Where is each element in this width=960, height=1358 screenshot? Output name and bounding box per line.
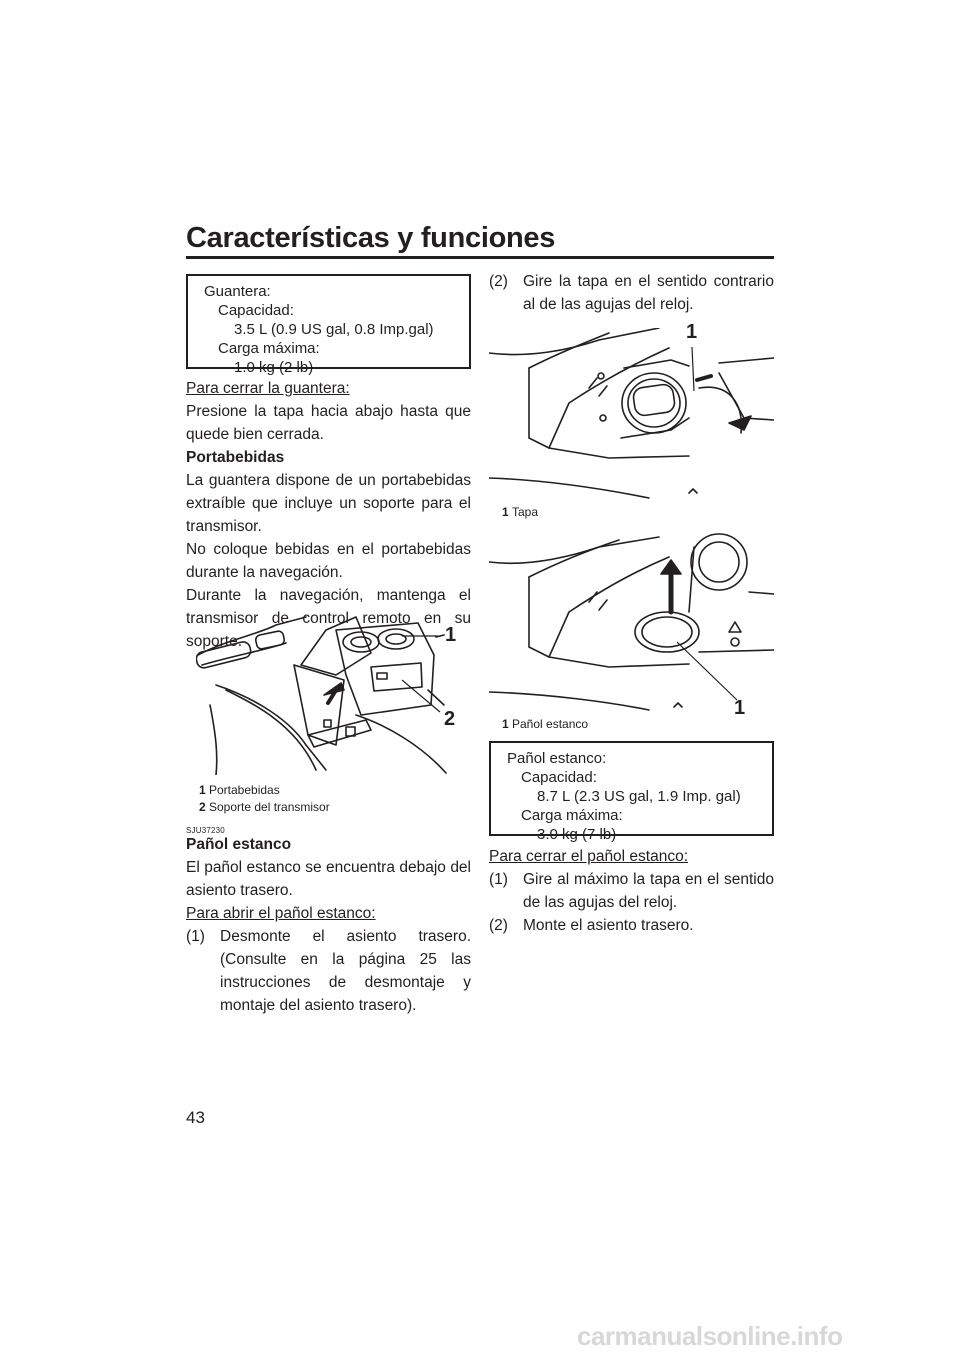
storage-intro: El pañol estanco se encuentra debajo del asiento trasero. bbox=[186, 859, 471, 899]
figure1-caption-1: 1 Portabebidas bbox=[199, 783, 280, 797]
section-code: SJU37230 bbox=[186, 826, 225, 835]
figure2-leader-line bbox=[680, 345, 710, 395]
figure1-callout-1: 1 bbox=[445, 624, 457, 646]
open-storage-heading: Para abrir el pañol estanco: bbox=[186, 905, 376, 922]
figure3-callout: 1 bbox=[734, 697, 746, 719]
open-step-1: (1) Desmonte el asiento trasero. (Consulte en la página 25 las instrucciones de desmontaje y montaje del asiento trasero). bbox=[186, 928, 471, 1014]
figure2-callout: 1 bbox=[686, 321, 698, 343]
glovebox-spec-title: Guantera: bbox=[204, 283, 271, 300]
storage-section bbox=[186, 833, 471, 1017]
storage-max-load-label: Carga máxima: bbox=[521, 807, 623, 824]
figure1-callout-2: 2 bbox=[444, 708, 456, 730]
glovebox-spec-box bbox=[186, 274, 471, 376]
open-step-2-block bbox=[489, 270, 774, 316]
storage-capacity-value: 8.7 L (2.3 US gal, 1.9 Imp. gal) bbox=[537, 788, 741, 805]
glovebox-capacity-label: Capacidad: bbox=[218, 302, 294, 319]
storage-heading: Pañol estanco bbox=[186, 836, 292, 853]
cupholder-heading: Portabebidas bbox=[186, 449, 285, 466]
page-title: Características y funciones bbox=[186, 222, 556, 254]
glovebox-capacity-value: 3.5 L (0.9 US gal, 0.8 Imp.gal) bbox=[234, 321, 434, 338]
glovebox-max-load-label: Carga máxima: bbox=[218, 340, 320, 357]
storage-spec-box bbox=[489, 741, 774, 843]
cupholder-paragraph-2: No coloque bebidas en el portabebidas durante la navegación. bbox=[186, 541, 471, 581]
storage-max-load-value: 3.0 kg (7 lb) bbox=[537, 826, 617, 843]
storage-spec-title: Pañol estanco: bbox=[507, 750, 607, 767]
close-glovebox-text: Presione la tapa hacia abajo hasta que quede bien cerrada. bbox=[186, 403, 471, 443]
open-step-2: (2) Gire la tapa en el sentido contrario al de las agujas del reloj. bbox=[489, 273, 774, 313]
close-storage-heading: Para cerrar el pañol estanco: bbox=[489, 848, 689, 865]
storage-capacity-label: Capacidad: bbox=[521, 769, 597, 786]
close-storage-section bbox=[489, 845, 774, 937]
figure1-caption-2: 2 Soporte del transmisor bbox=[199, 800, 330, 814]
cupholder-paragraph-3: Durante la navegación, mantenga el transmisor de control remoto en su soporte. bbox=[186, 587, 471, 650]
figure3-caption: 1 Pañol estanco bbox=[502, 717, 589, 731]
close-glovebox-heading: Para cerrar la guantera: bbox=[186, 380, 350, 397]
cap-illustration bbox=[489, 328, 774, 503]
watermark: carmanualsonline.info bbox=[577, 1321, 843, 1351]
figure1-leader-lines bbox=[400, 630, 445, 715]
page-number: 43 bbox=[186, 1108, 205, 1127]
figure1-captions bbox=[199, 782, 330, 816]
close-step-1: (1) Gire al máximo la tapa en el sentido de las agujas del reloj. bbox=[489, 871, 774, 911]
glovebox-max-load-value: 1.0 kg (2 lb) bbox=[234, 359, 314, 376]
figure2-caption: 1 Tapa bbox=[502, 505, 539, 519]
close-step-2: (2) Monte el asiento trasero. bbox=[489, 917, 694, 934]
title-rule bbox=[186, 256, 774, 259]
figure3-leader-line bbox=[675, 640, 745, 710]
cupholder-paragraph-1: La guantera dispone de un portabebidas extraíble que incluye un soporte para el transmisor. bbox=[186, 472, 471, 535]
